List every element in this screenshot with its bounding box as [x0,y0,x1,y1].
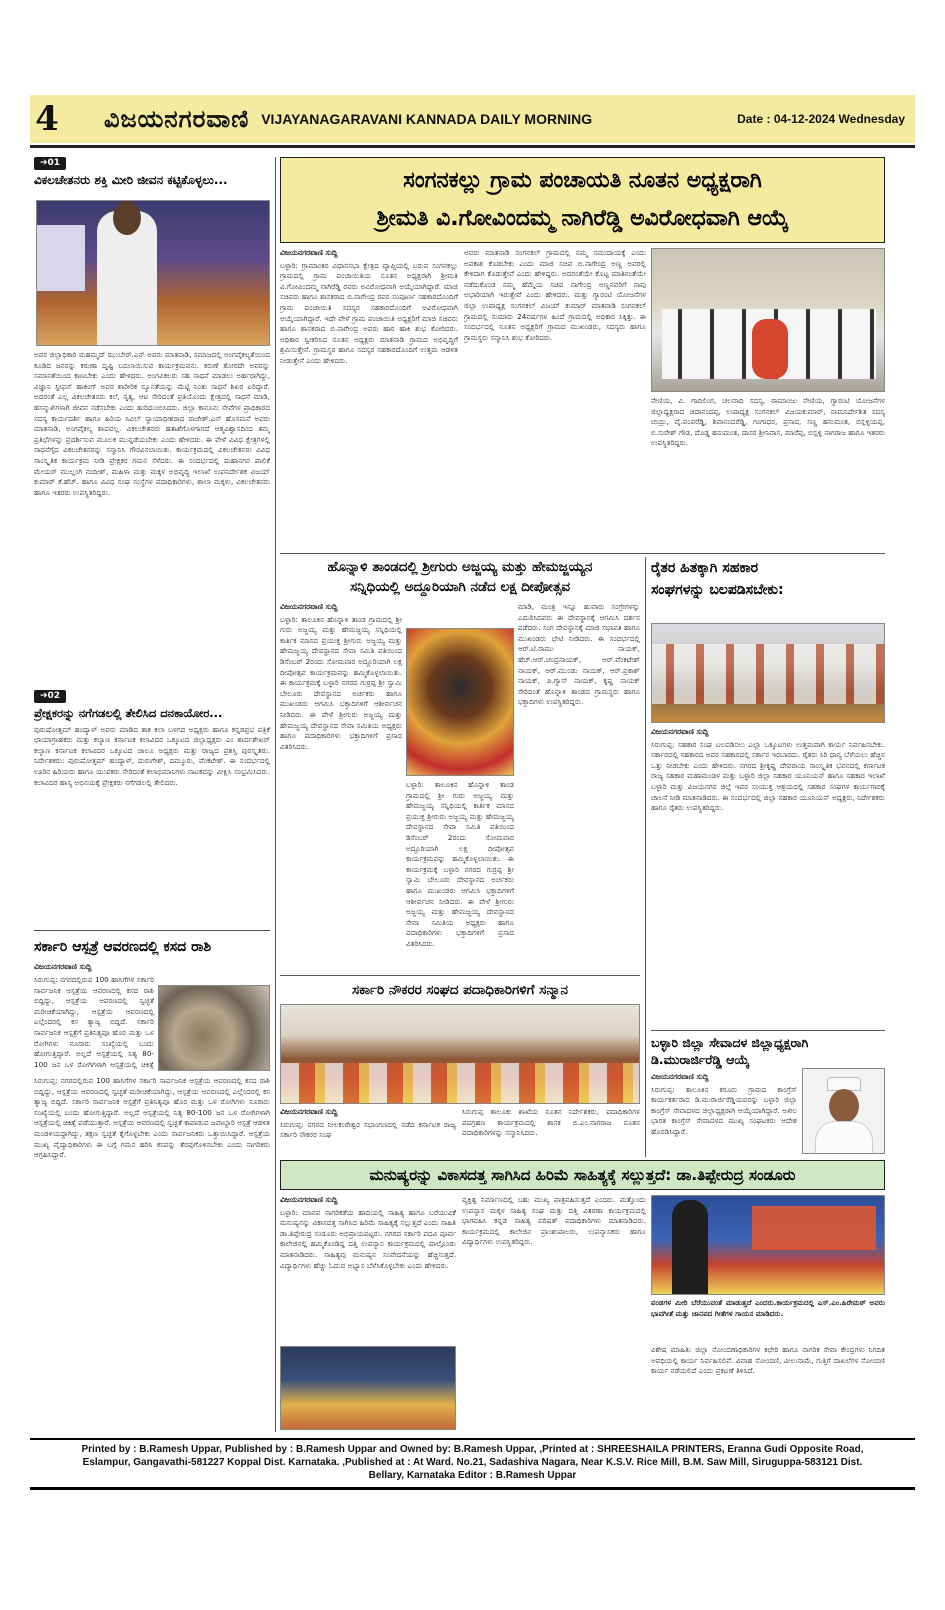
cooperative-headline: ರೈತರ ಹಿತಕ್ಕಾಗಿ ಸಹಕಾರ ಸಂಘಗಳನ್ನು ಬಲಪಡಿಸಬೇಕು: [651,560,784,598]
lead-photo-caption: ನೇಣಿಯ, ವಿ. ಗಾದಿಲಿಂಗ, ಚಲವಾದಿ ಸದಸ್ಯ, ರಾಮಾಂಜು ನೇಣಿಯ, ಗ್ಯಾರಂಟಿ ಯೋಜನೆಗಳ ಜಿಲ್ಲಾಧ್ಯಕ್ಷರಾದ ಚಿದಾನಂದಪ್ಪ, ಉಪಾಧ್ಯಕ್ಷ ಸಂಗನಕಲ್ ವಿಜಯಕುಮಾರ್, ನಾಮನಿರ್ದೇಶಿತ ಸದಸ್ಯ ಚಂದ್ರು, ವೈ.ಪಂಪರೆಡ್ಡಿ, ಶಿವಾನಂದರೆಡ್ಡಿ, ಗಂಗಾಧರ, ಪ್ರಸಾದ, ಸಣ್ಣ ಹನುಮಂತ, ಬಿಸ್ಲಳ್ಳಿಯಪ್ಪ, ಬಿ.ಸುರೇಶ್ ಗೌಡ, ದೊಡ್ಡ ಹನುಮಂತ, ದಾಸರ ಶ್ರೀನಿವಾಸ, ಮಾರೆಪ್ಪ, ಬಿಸ್ಲಳ್ಳಿ ನಾಗರಾಜ ಹಾಗೂ ಇತರರು ಉಪಸ್ಥಿತರಿದ್ದರು. [651,396,885,448]
photo-deity-decorated [406,628,514,776]
story-kicker: ➔02 [34,690,66,703]
photo-group-felicitation [280,1004,640,1104]
divider [280,553,885,554]
lamp-col-1: ವಿಜಯನಗರವಾಣಿ ಸುದ್ದಿ ಬಳ್ಳಾರಿ: ತಾಲೂಕಿನ ಹೊನ್ನಾಳಿ ತಾಂಡ ಗ್ರಾಮದಲ್ಲಿ ಶ್ರೀ ಗುರು ಅಜ್ಜಯ್ಯ ಮತ್ತು ಹೇಮಜ್ಜಯ್ಯ ಸನ್ನಿಧಿಯಲ್ಲಿ ಕಾರ್ತಿಕ ಮಾಸದ ಪ್ರಯುಕ್ತ ಶ್ರೀಗುರು ಅಜ್ಜಯ್ಯ ಮತ್ತು ಹೇಮಜ್ಜಯ್ಯ ದೇವಸ್ಥಾನದ ಸೇವಾ ಸಮಿತಿ ವತಿಯಿಂದ ಡಿಸೆಂಬರ್ 2ರಂದು ಸೋಮವಾರ ಅದ್ದೂರಿಯಾಗಿ ಲಕ್ಷ ದೀಪೋತ್ಸವ ಕಾರ್ಯಕ್ರಮವನ್ನು ಹಮ್ಮಿಕೊಳ್ಳಲಾಯಿತು. ಈ ಕಾರ್ಯಕ್ರಮಕ್ಕೆ ಬಳ್ಳಾರಿ ನಗರದ ಗುರ್ರಪ್ಪ ಶ್ರೀ ಸ್ವಾಮಿ ಬೇಲೂರು ದೇವಸ್ಥಾನದ ಅರ್ಚಕರು ಹಾಗೂ ಮುಖಂಡರು ಆಗಮಿಸಿ ಭಕ್ತಾದಿಗಳಿಗೆ ಆಶೀರ್ವಚನ ನೀಡಿದರು. ಈ ವೇಳೆ ಶ್ರೀಗುರು ಅಜ್ಜಯ್ಯ ಮತ್ತು ಹೇಮಜ್ಜಯ್ಯ ದೇವಸ್ಥಾನದ ಸೇವಾ ಸಮಿತಿಯ ಅಧ್ಯಕ್ಷರು ಹಾಗೂ ಪದಾಧಿಕಾರಿಗಳು ಭಕ್ತಾದಿಗಳಿಗೆ ಪ್ರಸಾದ ವಿತರಿಸಿದರು. [280,602,402,751]
divider [280,975,640,976]
byline: ವಿಜಯನಗರವಾಣಿ ಸುದ್ದಿ [280,1195,338,1204]
story-body: ಪುರುಷೋತ್ತಮ್ ಹಂದ್ಯಾಳ್ ಅವರು ಮಾಡಿದ ತಾಕ ಕಲಾ ಬಳಗದ ಅಧ್ಯಕ್ಷರು ಹಾಗೂ ಕನ್ನಡಪ್ರಭ ಪತ್ರಿಕೆ ಛಾಯಾಗ್ರಾಹಕರು ಮತ್ತು ಕಲ್ಯಾಣ ಕರ್ನಾಟಕ ಕಲಾವಿದರ ಒಕ್ಕೂಟದ ಜಿಲ್ಲಾಧ್ಯಕ್ಷರು ಎಂ ಶಾರ್ದಶೇಖರ್ ಕಲ್ಯಾಣ ಕರ್ನಾಟಕ ಕಲಾವಿದರ ಒಕ್ಕೂಟದ ಜಾಲೂ ಅಧ್ಯಕ್ಷರು ಮತ್ತು ರಾಜ್ಯದ ಪ್ರಶಸ್ತಿ ಪುರಸ್ಕೃತರು. ನಿರ್ದೇಶಕರು: ಪುರುಷೋತ್ತಮ್ ಹಂದ್ಯಾಳ್, ದುರುಗೇಶ್, ದಮ್ಮೂರು, ವೆಂಕಟೇಶ್. ಈ ಸಂದರ್ಭದಲ್ಲಿ ಊರಿನ ಹಿರಿಯರು ಹಾಗೂ ಯುವಕರು ಸೇರಿದಂತೆ ಕಲಾಭಿಮಾನಿಗಳು ನಾಟಕವನ್ನು ವೀಕ್ಷಿಸಿ ಸಂಭ್ರಮಿಸಿದರು. ಕಲಾವಿದರ ಹಾಸ್ಯ ಅಭಿನಯಕ್ಕೆ ಪ್ರೇಕ್ಷಕರು ನಗೆಗಡಲಲ್ಲಿ ತೇಲಿದರು. [34,724,270,787]
imprint-footer [30,1438,915,1490]
story-body-top: ಸಿರುಗುಪ್ಪ: ನಗರದಲ್ಲಿರುವ 100 ಹಾಸಿಗೆಗಳ ಸರ್ಕಾರಿ ಸಾರ್ವಜನಿಕ ಆಸ್ಪತ್ರೆಯ ಆವರಣದಲ್ಲಿ ಕಸದ ರಾಶಿ ಬಿದ್ದಿದ್ದು, ಆಸ್ಪತ್ರೆಯ ಆವರಣದಲ್ಲಿ ಸ್ವಚ್ಛತೆ ಮರೀಚಿಕೆಯಾಗಿದ್ದು, ಆಸ್ಪತ್ರೆಯ ಆವರಣದಲ್ಲಿ ಎಲ್ಲೆಂದರಲ್ಲಿ ಕಸ ತ್ಯಾಜ್ಯ ಬಿದ್ದಿದೆ. ಸರ್ಕಾರಿ ಸಾರ್ವಜನಿಕ ಆಸ್ಪತ್ರೆಗೆ ಪ್ರತಿನಿತ್ಯವೂ ಹೊರ ಮತ್ತು ಒಳ ರೋಗಿಗಳು ನೂರಾರು ಸಂಖ್ಯೆಯಲ್ಲಿ ಬಂದು ಹೋಗುತ್ತಿದ್ದಾರೆ. ಅಲ್ಲದೆ ಆಸ್ಪತ್ರೆಯಲ್ಲಿ ನಿತ್ಯ 80-100 ಜನ ಒಳ ರೋಗಿಗಳಾಗಿ ಆಸ್ಪತ್ರೆಯಲ್ಲಿ ಚಿಕಿತ್ಸೆ [34,975,154,1069]
byline: ವಿಜಯನಗರವಾಣಿ ಸುದ್ದಿ [651,727,709,736]
byline: ವಿಜಯನಗರವಾಣಿ ಸುದ್ದಿ [651,1072,709,1081]
photo-literature-speaker [651,1195,885,1295]
literature-photo-caption: ಪಂಡಗಳ ಮೀರಿ ಬೆರೆಯುವಂತೆ ಮಾಡುತ್ತದೆ ಎಂದರು.ಕಾರ್ಯಕ್ರಮದಲ್ಲಿ ಎಸ್.ಎಂ.ಹಿರೇಮಠ್ ಅವರು ಭಾವಗೀತೆ ಮತ್ತು ಜಾನಪದ ಗೀತೆಗಳ ಗಾಯನ ಮಾಡಿದರು. [651,1298,885,1318]
divider [651,1030,885,1031]
story-comedy-drama [34,690,270,925]
lead-headline-line-1: ಸಂಗನಕಲ್ಲು ಗ್ರಾಮ ಪಂಚಾಯತಿ ನೂತನ ಅಧ್ಯಕ್ಷರಾಗಿ [403,168,762,193]
lamp-col-mid: ಬಳ್ಳಾರಿ: ತಾಲೂಕಿನ ಹೊನ್ನಾಳಿ ತಾಂಡ ಗ್ರಾಮದಲ್ಲಿ ಶ್ರೀ ಗುರು ಅಜ್ಜಯ್ಯ ಮತ್ತು ಹೇಮಜ್ಜಯ್ಯ ಸನ್ನಿಧಿಯಲ್ಲಿ ಕಾರ್ತಿಕ ಮಾಸದ ಪ್ರಯುಕ್ತ ಶ್ರೀಗುರು ಅಜ್ಜಯ್ಯ ಮತ್ತು ಹೇಮಜ್ಜಯ್ಯ ದೇವಸ್ಥಾನದ ಸೇವಾ ಸಮಿತಿ ವತಿಯಿಂದ ಡಿಸೆಂಬರ್ 2ರಂದು ಸೋಮವಾರ ಅದ್ದೂರಿಯಾಗಿ ಲಕ್ಷ ದೀಪೋತ್ಸವ ಕಾರ್ಯಕ್ರಮವನ್ನು ಹಮ್ಮಿಕೊಳ್ಳಲಾಯಿತು. ಈ ಕಾರ್ಯಕ್ರಮಕ್ಕೆ ಬಳ್ಳಾರಿ ನಗರದ ಗುರ್ರಪ್ಪ ಶ್ರೀ ಸ್ವಾಮಿ ಬೇಲೂರು ದೇವಸ್ಥಾನದ ಅರ್ಚಕರು ಹಾಗೂ ಮುಖಂಡರು ಆಗಮಿಸಿ ಭಕ್ತಾದಿಗಳಿಗೆ ಆಶೀರ್ವಚನ ನೀಡಿದರು. ಈ ವೇಳೆ ಶ್ರೀಗುರು ಅಜ್ಜಯ್ಯ ಮತ್ತು ಹೇಮಜ್ಜಯ್ಯ ದೇವಸ್ಥಾನದ ಸೇವಾ ಸಮಿತಿಯ ಅಧ್ಯಕ್ಷರು ಹಾಗೂ ಪದಾಧಿಕಾರಿಗಳು ಭಕ್ತಾದಿಗಳಿಗೆ ಪ್ರಸಾದ ವಿತರಿಸಿದರು. [406,780,514,948]
cooperative-body: ವಿಜಯನಗರವಾಣಿ ಸುದ್ದಿ ಸಿರುಗುಪ್ಪ: ಸಹಕಾರ ಸಂಘ ಬಲಪಡಿಸಲು ಎಲ್ಲಾ ಒಕ್ಕೂಟಗಳು ಉತ್ತಮವಾಗಿ ಕಾರ್ಯ ನಿರ್ವಹಿಸಬೇಕು. ಸರ್ಕಾರದಲ್ಲಿ ಸಹಕಾರದ ಅವರ ಸಹಕಾರದಲ್ಲಿ ಸರ್ಕಾರ ಇರಬಾರದು. ರೈತರು ಸಿರಿ ಧಾನ್ಯ ಬೆಳೆಯಲು ಹೆಚ್ಚಿನ ಒತ್ತು ನೀಡಬೇಕು ಎಂದು ಹೇಳಿದರು. ನಗರದ ಶ್ರೀಕೃಷ್ಣ ದೇವರಾಯ ಸಾಂಸ್ಕೃತಿಕ ಭವನದಲ್ಲಿ ಕರ್ನಾಟಕ ರಾಜ್ಯ ಸಹಕಾರ ಮಹಾಮಂಡಳ ಮತ್ತು ಬಳ್ಳಾರಿ ಜಿಲ್ಲಾ ಸಹಕಾರ ಯೂನಿಯನ್ ಹಾಗೂ ಸಹಕಾರ ಇಲಾಖೆ ಬಳ್ಳಾರಿ ಮತ್ತು ವಿಜಯನಗರ ಜಿಲ್ಲೆ ಇವರ ಸಂಯುಕ್ತ ಆಶ್ರಯದಲ್ಲಿ ಸಹಕಾರ ಸಂಘಗಳ ಕಾರ್ಯಗಾರಕ್ಕೆ ಚಾಲನೆ ನೀಡಿ ಮಾತನಾಡಿದರು. ಈ ಸಂದರ್ಭದಲ್ಲಿ ಜಿಲ್ಲಾ ಸಹಕಾರ ಯೂನಿಯನ್ ಅಧ್ಯಕ್ಷರು, ನಿರ್ದೇಶಕರು ಹಾಗೂ ರೈತರು ಉಪಸ್ಥಿತರಿದ್ದರು. [651,727,885,813]
photo-portrait-murarji-reddy [802,1068,885,1154]
story-body: ಸಿರುಗುಪ್ಪ: ನಗರದಲ್ಲಿರುವ 100 ಹಾಸಿಗೆಗಳ ಸರ್ಕಾರಿ ಸಾರ್ವಜನಿಕ ಆಸ್ಪತ್ರೆಯ ಆವರಣದಲ್ಲಿ ಕಸದ ರಾಶಿ ಬಿದ್ದಿದ್ದು, ಆಸ್ಪತ್ರೆಯ ಆವರಣದಲ್ಲಿ ಸ್ವಚ್ಛತೆ ಮರೀಚಿಕೆಯಾಗಿದ್ದು, ಆಸ್ಪತ್ರೆಯ ಆವರಣದಲ್ಲಿ ಎಲ್ಲೆಂದರಲ್ಲಿ ಕಸ ತ್ಯಾಜ್ಯ ಬಿದ್ದಿದೆ. ಸರ್ಕಾರಿ ಸಾರ್ವಜನಿಕ ಆಸ್ಪತ್ರೆಗೆ ಪ್ರತಿನಿತ್ಯವೂ ಹೊರ ಮತ್ತು ಒಳ ರೋಗಿಗಳು ನೂರಾರು ಸಂಖ್ಯೆಯಲ್ಲಿ ಬಂದು ಹೋಗುತ್ತಿದ್ದಾರೆ. ಅಲ್ಲದೆ ಆಸ್ಪತ್ರೆಯಲ್ಲಿ ನಿತ್ಯ 80-100 ಜನ ಒಳ ರೋಗಿಗಳಾಗಿ ಆಸ್ಪತ್ರೆಯಲ್ಲಿ ಚಿಕಿತ್ಸೆ ಪಡೆಯುತ್ತಾರೆ. ಆಸ್ಪತ್ರೆಯ ಆವರಣದಲ್ಲಿ ಸ್ವಚ್ಛತೆ ಕಾಪಾಡುವ ಜವಾಬ್ದಾರಿ ಆಸ್ಪತ್ರೆ ಆಡಳಿತ ಮಂಡಳಿಯದ್ದಾಗಿದ್ದು, ತಕ್ಷಣ ಸ್ವಚ್ಛತೆ ಕೈಗೊಳ್ಳಬೇಕು ಎಂದು ಸಾರ್ವಜನಿಕರು ಒತ್ತಾಯಿಸಿದ್ದಾರೆ. ಆಸ್ಪತ್ರೆಯ ಮುಖ್ಯ ವೈದ್ಯಾಧಿಕಾರಿಗಳು ಈ ಬಗ್ಗೆ ಗಮನ ಹರಿಸಿ ಕಸವನ್ನು ತೆರವುಗೊಳಿಸಬೇಕು ಎಂದು ನಾಗರಿಕರು ಆಗ್ರಹಿಸಿದ್ದಾರೆ. [34,1076,270,1160]
lamp-festival-headline: ಹೊನ್ನಾಳಿ ತಾಂಡದಲ್ಲಿ ಶ್ರೀಗುರು ಅಜ್ಜಯ್ಯ ಮತ್ತು ಹೇಮಜ್ಜಯ್ಯನ ಸನ್ನಿಧಿಯಲ್ಲಿ ಅದ್ದೂರಿಯಾಗಿ ನಡೆದ ಲಕ್ಷ ದೀಪೋತ್ಸವ [327,559,593,595]
lamp-col-2: ಮಾಡಿ, ಮಂತ್ರ ಇನ್ನೂ ಹುವಾರು ಸಂಗ್ರೇಗಳನ್ನು ಎದುರಿಸಿದವರು ಈ ದೇವಸ್ಥಾನಕ್ಕೆ ಆಗಮಿಸಿ ದರ್ಶನ ಪಡೆದರು. ಸಂಗ ದೇವಸ್ಥಾನಕ್ಕೆ ಮಾಜಿ ಸಭಾಪತಿ ಹಾಗೂ ಮುಖಂಡರು ಭೇಟಿ ನೀಡಿದರು. ಈ ಸಂದರ್ಭದಲ್ಲಿ ಆರ್.ಟಿ.ರಾಮು ನಾಯಕ್, ಹೆಚ್.ಆರ್.ಚಂದ್ರನಾಯಕ್, ಆರ್.ವೆಂಕಟೇಶ್ ನಾಯಕ್, ಆರ್.ಮುಂಡು ನಾಯಕ್, ಆರ್.ಪ್ರಕಾಶ್ ನಾಯಕ್, ಪಿ.ಗ್ಯಾಸ್ ನಾಯಕ್, ಕೃಷ್ಣ ನಾಯಕ್ ಸೇರಿದಂತೆ ಹೊನ್ನಾಳಿ ತಾಂಡದ ಗ್ರಾಮಸ್ಥರು ಹಾಗೂ ಭಕ್ತಾದಿಗಳು ಉಪಸ್ಥಿತರಿದ್ದರು. [518,602,640,707]
photo-panchayat-president-garlanded [651,248,885,392]
paper-name-english: VIJAYANAGARAVANI KANNADA DAILY MORNING [261,111,593,127]
byline: ವಿಜಯನಗರವಾಣಿ ಸುದ್ದಿ [34,962,92,971]
story-disabled-day [34,157,270,192]
imprint-line-3: Bellary, Karnataka Editor : B.Ramesh Uppar [368,1470,577,1481]
literature-col-1: ವಿಜಯನಗರವಾಣಿ ಸುದ್ದಿ ಬಳ್ಳಾರಿ: ಮಾನವ ನಾಗರಿಕತೆಯ ಹಾದಿಯಲ್ಲಿ ಸಾಹಿತ್ಯ ಹಾಗೂ ಬರೆಯುವಿಕೆ ಮನುಷ್ಯನನ್ನು ವಿಕಾಸದತ್ತ ಸಾಗಿಸಿದ ಹಿರಿಮೆ ಸಾಹಿತ್ಯಕ್ಕೆ ಸಲ್ಲುತ್ತದೆ ಎಂದು ಸಾಹಿತಿ ಡಾ.ತಿಪ್ಪೇರುದ್ರ ಸಂಡೂರು ಅಭಿಪ್ರಾಯಪಟ್ಟರು. ನಗರದ ಸರ್ಕಾರಿ ಪದವಿ ಪೂರ್ವ ಕಾಲೇಜಿನಲ್ಲಿ ಹಮ್ಮಿಕೊಂಡಿದ್ದ ದತ್ತಿ ಉಪನ್ಯಾಸ ಕಾರ್ಯಕ್ರಮದಲ್ಲಿ ಪಾಲ್ಗೊಂಡು ಮಾತನಾಡಿದರು. ಸಾಹಿತ್ಯವು ಮನುಷ್ಯನ ಸಂವೇದನೆಯನ್ನು ಹೆಚ್ಚಿಸುತ್ತದೆ. ವಿದ್ಯಾರ್ಥಿಗಳು ಹೆಚ್ಚು ಓದುವ ಅಭ್ಯಾಸ ಬೆಳೆಸಿಕೊಳ್ಳಬೇಕು ಎಂದು ಹೇಳಿದರು. [280,1195,456,1270]
felicitation-col-2: ಸಿರುಗುಪ್ಪ ತಾಲೂಕು ಶಾಖೆಯ ನೂತನ ನಿರ್ದೇಶಕರು, ಪದಾಧಿಕಾರಿಗಳ ಪದಗ್ರಹಣ ಕಾರ್ಯಕ್ರಮದಲ್ಲಿ ಶಾಸಕ ಬಿ.ಎಂ.ನಾಗರಾಜ ನೂತನ ಪದಾಧಿಕಾರಿಗಳನ್ನು ಸನ್ಮಾನಿಸಿದರು. [462,1107,640,1138]
literature-col-2: ವ್ಯಕ್ತಿತ್ವ ನಿರ್ಮಾಣದಲ್ಲಿ ಬಹು ಮುಖ್ಯ ಪಾತ್ರವಹಿಸುತ್ತದೆ ಎಂದರು. ಮತ್ತೊಂದು ಉಪನ್ಯಾಸ ಮಕ್ಕಳ ಸಾಹಿತ್ಯ ಸಂಘ ಮತ್ತು ದತ್ತಿ ವಿತರಣಾ ಕಾರ್ಯಕ್ರಮದಲ್ಲಿ ಭಾಗವಹಿಸಿ ಕನ್ನಡ ಸಾಹಿತ್ಯ ಪರಿಷತ್ ಪದಾಧಿಕಾರಿಗಳು ಮಾತನಾಡಿದರು. ಕಾರ್ಯಕ್ರಮದಲ್ಲಿ ಕಾಲೇಜಿನ ಪ್ರಾಂಶುಪಾಲರು, ಉಪನ್ಯಾಸಕರು ಹಾಗೂ ವಿದ್ಯಾರ್ಥಿಗಳು ಉಪಸ್ಥಿತರಿದ್ದರು. [462,1195,646,1247]
divider [34,930,270,931]
byline: ವಿಜಯನಗರವಾಣಿ ಸುದ್ದಿ [280,1107,338,1116]
lead-col-1: ವಿಜಯನಗರವಾಣಿ ಸುದ್ದಿ ಬಳ್ಳಾರಿ: ಗ್ರಾಮಾಂತರ ವಿಧಾನಸಭಾ ಕ್ಷೇತ್ರದ ವ್ಯಾಪ್ತಿಯಲ್ಲಿ ಬರುವ ಸಂಗನಕಲ್ಲು ಗ್ರಾಮದಲ್ಲಿ ಗ್ರಾಮ ಪಂಚಾಯಿತಿಯ ನೂತನ ಅಧ್ಯಕ್ಷರಾಗಿ ಶ್ರೀಮತಿ ವಿ.ಗೋವಿಂದಮ್ಮ ನಾಗಿರೆಡ್ಡಿ ರವರು ಅವಿರೋಧವಾಗಿ ಆಯ್ಕೆಯಾಗಿದ್ದಾರೆ. ಮಾಜಿ ಸಚಿವರು ಹಾಗೂ ಶಾಸಕರಾದ ಬಿ.ನಾಗೇಂದ್ರ ರವರ ಸಂಪೂರ್ಣ ಸಹಕಾರದೊಂದಿಗೆ ಗ್ರಾಮ ಪಂಚಾಯಿತಿ ಸದಸ್ಯರ ಸಹಕಾರದೊಂದಿಗೆ ಅವಿರೋಧವಾಗಿ ಆಯ್ಕೆಯಾಗಿದ್ದಾರೆ. ಇದೇ ವೇಳೆ ಗ್ರಾಮ ಪಂಚಾಯಿತಿ ಅಧ್ಯಕ್ಷರಿಗೆ ಮಾಜಿ ಸಚಿವರು ಹಾಗೂ ಶಾಸಕರಾದ ಬಿ.ನಾಗೇಂದ್ರ ಅವರು ಹಾರ ಹಾಕಿ ಶುಭ ಕೋರಿದರು. ಅಧಿಕಾರ ಸ್ವೀಕರಿಸಿದ ನೂತನ ಅಧ್ಯಕ್ಷರು ಮಾತನಾಡಿ ಗ್ರಾಮದ ಅಭಿವೃದ್ಧಿಗೆ ಶ್ರಮಿಸುತ್ತೇನೆ. ಗ್ರಾಮಸ್ಥರ ಹಾಗೂ ಸದಸ್ಯರ ಸಹಕಾರದೊಂದಿಗೆ ಉತ್ತಮ ಆಡಳಿತ ನೀಡುತ್ತೇನೆ ಎಂದು ಹೇಳಿದರು. [280,248,458,365]
felicitation-col-1: ವಿಜಯನಗರವಾಣಿ ಸುದ್ದಿ ಸಿರುಗುಪ್ಪ: ನಗರದ ನೀಲಕಂಠೇಶ್ವರ ಸಭಾಂಗಣದಲ್ಲಿ ನಡೆದ ಕರ್ನಾಟಕ ರಾಜ್ಯ ಸರ್ಕಾರಿ ನೌಕರರ ಸಂಘ [280,1107,456,1140]
felicitation-headline: ಸರ್ಕಾರಿ ನೌಕರರ ಸಂಘದ ಪದಾಧಿಕಾರಿಗಳಿಗೆ ಸನ್ಮಾನ [352,982,568,998]
column-divider [275,157,276,1432]
paper-name-kannada: ವಿಜಯನಗರವಾಣಿ [104,105,250,133]
literature-col-3: ವಿಶೇಷ ಮಾಹಿತಿ: ಜಿಲ್ಲಾ ನೋಂದಣಾಧಿಕಾರಿಗಳ ಕಛೇರಿ ಹಾಗೂ ನಾಗರಿಕ ಸೇವಾ ಕೇಂದ್ರಗಳು ನಿಗದಿತ ಅವಧಿಯಲ್ಲಿ ಕಾರ್ಯ ನಿರ್ವಹಿಸಲಿವೆ. ವಿವಾಹ ನೋಂದಣಿ, ವೀಲುನಾಮೆ, ಗುತ್ತಿಗೆ ದಾಖಲೆಗಳ ನೋಂದಣಿ ಕಾರ್ಯ ನಡೆಯಲಿದೆ ಎಂದು ಪ್ರಕಟಣೆ ತಿಳಿಸಿದೆ. [651,1345,885,1376]
lead-headline-box [280,157,885,243]
photo-garbage-pile [158,985,270,1071]
story-hospital-waste-headline: ಸರ್ಕಾರಿ ಆಸ್ಪತ್ರೆ ಆವರಣದಲ್ಲಿ ಕಸದ ರಾಶಿ [34,939,212,955]
masthead-rule [30,145,915,148]
story-kicker: ➔01 [34,157,66,170]
story-headline: ಪ್ರೇಕ್ಷಕರನ್ನು ನಗೆಗಡಲಲ್ಲಿ ತೇಲಿಸಿದ ದನಕಾಯೋರ... [34,705,223,720]
imprint-line-2: Eslampur, Gangavathi-581227 Koppal Dist. Karnataka. ,Published at : At Ward. No.21, Sadashiva Nagara, Near K.S.V. Rice Mill, B.M. Saw Mill, Siruguppa-583121 Dist. [82,1457,863,1468]
column-divider [645,557,646,1157]
story-headline: ವಿಕಲಚೇತನರು ಶಕ್ತಿ ಮೀರಿ ಜೀವನ ಕಟ್ಟಿಕೊಳ್ಳಲು... [34,172,228,187]
lead-col-2: ಅವರು ಮಾತನಾಡಿ ಸಂಗನಕಲ್ ಗ್ರಾಮದಲ್ಲಿ ನಮ್ಮ ಸಮುದಾಯಕ್ಕೆ ಎಂದು ಅವಕಾಶ ಕೊಡಬೇಕು ಎಂದು ಮಾಜಿ ಸಚಿವ ಬಿ.ನಾಗೇಂದ್ರ ಅಣ್ಣ ಅವರಲ್ಲಿ ಕೇಳಿದಾಗ ಕೊಡುತ್ತೇವೆ ಎಂದು ಹೇಳಿದ್ದರು. ಅದರಂತೆಯೇ ಕೊಟ್ಟ ಮಾತಿನಂತೆಯೇ ನಡೆದುಕೊಂಡ ನಮ್ಮ ಹೆಮ್ಮೆಯ ಸಚಿವ ನಾಗೇಂದ್ರ ಅಣ್ಣನವರಿಗೆ ನಾವು ಅಭಾರಿಯಾಗಿ ಇರುತ್ತೇವೆ ಎಂದು ಹೇಳಿದರು. ಮತ್ತು ಗ್ಯಾರಂಟಿ ಯೋಜನೆಗಳ ಜಿಲ್ಲಾ ಉಪಾಧ್ಯಕ್ಷ ಸಂಗನಕಲ್ ವಿಜಯ್ ಕುಮಾರ್ ಮಾತನಾಡಿ ಸಂಗನಕಲ್ ಗ್ರಾಮದಲ್ಲಿ ಸುಮಾರು 24ವರ್ಷಗಳ ಹಿಂದೆ ಗ್ರಾಮದಲ್ಲಿ ಅಧಿಕಾರ ಸಿಕ್ಕಿತ್ತು. ಈ ಸಂದರ್ಭದಲ್ಲಿ ನೂತನ ಅಧ್ಯಕ್ಷರಿಗೆ ಗ್ರಾಮದ ಮುಖಂಡರು, ಸದಸ್ಯರು ಹಾಗೂ ಗ್ರಾಮಸ್ಥರು ಸನ್ಮಾನಿಸಿ ಶುಭ ಕೋರಿದರು. [464,248,646,342]
issue-date: Date : 04-12-2024 Wednesday [737,112,905,126]
masthead [30,95,915,143]
imprint-line-1: Printed by : B.Ramesh Uppar, Published by : B.Ramesh Uppar and Owned by: B.Ramesh Uppar, ,Printed at : SHREESHAILA PRINTERS, Eranna Gudi Opposite Road, [81,1444,864,1455]
literature-headline: ಮನುಷ್ಯರನ್ನು ವಿಕಾಸದತ್ತ ಸಾಗಿಸಿದ ಹಿರಿಮೆ ಸಾಹಿತ್ಯಕ್ಕೆ ಸಲ್ಲುತ್ತದೆ: ಡಾ.ತಿಪ್ಪೇರುದ್ರ ಸಂಡೂರು [280,1160,885,1190]
lead-headline-line-2: ಶ್ರೀಮತಿ ವಿ.ಗೋವಿಂದಮ್ಮ ನಾಗಿರೆಡ್ಡಿ ಅವಿರೋಧವಾಗಿ ಆಯ್ಕೆ [376,206,789,231]
photo-speaker-stage [36,200,270,346]
congress-headline: ಬಳ್ಳಾರಿ ಜಿಲ್ಲಾ ಸೇವಾದಳ ಜಿಲ್ಲಾಧ್ಯಕ್ಷರಾಗಿ ಡಿ.ಮುರಾರ್ಜಿರೆಡ್ಡಿ ಆಯ್ಕೆ [651,1035,809,1067]
story-body: ಅವರ ಜಿಲ್ಲಾಧಿಕಾರಿ ಮಹಮ್ಮದ್ ಝುಬೇರ್.ಎನ್ ಅವರು ಮಾತನಾಡಿ, ಸಮಾಜದಲ್ಲಿ ಅಂಗವೈಕಲ್ಯತೆಯಿಂದ ಕೂಡಿದ ಜನರನ್ನು ಕರುಣಾ ದೃಷ್ಟಿ ಬದಲಾಯಿಸುವ ಕಾರ್ಯಕ್ರಮವನು. ಕರುಣೆ ತೋರದೇ ಅವರನ್ನು ಸಮಾನತೆಯಿಂದ ಕಾಣಬೇಕು ಎಂದು ಹೇಳಿದರು. ಅಂಗವಿಕಲರು ಸಹ ಸಾಧನೆ ಮಾಡಲು ಅರ್ಹರಾಗಿದ್ದು, ವಿಜ್ಞಾನಿ ಸ್ಟೀಫನ್ ಹಾಕಿಂಗ್ ಅವರ ಶಾರೀರಿಕ ನ್ಯೂನತೆಯನ್ನು ಮೆಟ್ಟಿ ನಿಂತು ಸಾಧನೆ ಶಿಖರ ಏರಿದ್ದಾರೆ. ಅದರಂತೆ ಎಲ್ಲ ವಿಕಲಚೇತನರು ಕಲೆ, ನೃತ್ಯ, ಆಟ ಸೇರಿದಂತೆ ಪ್ರತಿಯೊಂದು ಕ್ಷೇತ್ರದಲ್ಲಿ ಸಾಧನೆ ಮಾಡಿ, ಹಸನ್ಮುಖಿಗಳಾಗಿ ಜೀವನ ನಡೆಸಬೇಕು ಎಂದು ಹುರಿದುಂಬಿಸಿದರು. ಜಿಲ್ಲಾ ಕಾನೂನು ಸೇವೆಗಳ ಪ್ರಾಧಿಕಾರದ ಸದಸ್ಯ ಕಾರ್ಯದರ್ಶಿ ಹಾಗೂ ಹಿರಿಯ ಸಿವಿಲ್ ನ್ಯಾಯಾಧೀಶರಾದ ರಾಜೇಶ್.ಎನ್ ಹೊಸಮನೆ ಅವರು ಮಾತನಾಡಿ, ಅಂಗವೈಕಲ್ಯ ಶಾಪವಲ್ಲ. ವಿಕಲಚೇತನರು ಹತಾಶೆಗೊಳಗಾಗದೆ ಆತ್ಮವಿಶ್ವಾಸದಿಂದ ತಮ್ಮ ಪ್ರತಿಭೆಗಳನ್ನು ಪ್ರದರ್ಶಿಸುವ ಮೂಲಕ ಮುನ್ನಡೆಯಬೇಕು ಎಂದು ಹೇಳಿದರು. ಈ ವೇಳೆ ವಿವಿಧ ಕ್ಷೇತ್ರಗಳಲ್ಲಿ ಸಾಧನೆಗೈದ ವಿಕಲಚೇತನರನ್ನು ಸನ್ಮಾನಿಸಿ ಗೌರವಿಸಲಾಯಿತು. ಕಾರ್ಯಕ್ರಮದಲ್ಲಿ ವಿಕಲಚೇತನರು ವಿವಿಧ ಸಾಂಸ್ಕೃತಿಕ ಕಾರ್ಯಕ್ರಮ ನೀಡಿ ಪ್ರೇಕ್ಷಕರ ಗಮನ ಸೆಳೆದರು. ಈ ಸಂದರ್ಭದಲ್ಲಿ ಮಹಾನಗರ ಪಾಲಿಕೆ ಮೇಯರ್ ಮುಲ್ಲಂಗಿ ನಂದೀಶ್, ಮಹಿಳಾ ಮತ್ತು ಮಕ್ಕಳ ಅಭಿವೃದ್ಧಿ ಇಲಾಖೆ ಉಪನಿರ್ದೇಶಕ ವಿಜಯ್ ಕುಮಾರ್ ಕೆ.ಹೆಚ್. ಹಾಗೂ ವಿವಿಧ ಸಂಘ ಸಂಸ್ಥೆಗಳ ಪದಾಧಿಕಾರಿಗಳು, ಶಾಲಾ ಮಕ್ಕಳು, ವಿಕಲಚೇತನರು ಹಾಗೂ ಇತರರು ಉಪಸ್ಥಿತರಿದ್ದರು. [34,350,270,497]
photo-literature-audience [280,1346,456,1430]
byline: ವಿಜಯನಗರವಾಣಿ ಸುದ್ದಿ [280,602,338,611]
photo-cooperative-stage [651,623,885,723]
page-number: 4 [30,95,64,143]
congress-body: ವಿಜಯನಗರವಾಣಿ ಸುದ್ದಿ ಸಿರುಗುಪ್ಪ: ತಾಲೂಕಿನ ಕರೂರು ಗ್ರಾಮದ ಕಾಂಗ್ರೆಸ್ ಕಾರ್ಯಕರ್ತರಾದ ಡಿ.ಮುರಾರ್ಜಿರೆಡ್ಡಿಯವರನ್ನು ಬಳ್ಳಾರಿ ಜಿಲ್ಲಾ ಕಾಂಗ್ರೆಸ್ ಸೇವಾದಳದ ಜಿಲ್ಲಾಧ್ಯಕ್ಷರಾಗಿ ಆಯ್ಕೆಯಾಗಿದ್ದಾರೆ. ಅಖಿಲ ಭಾರತ ಕಾಂಗ್ರೆಸ್ ಸೇವಾದಳದ ಮುಖ್ಯ ಸಂಘಟಕರು ಆದೇಶ ಹೊರಡಿಸಿದ್ದಾರೆ. [651,1072,797,1136]
byline: ವಿಜಯನಗರವಾಣಿ ಸುದ್ದಿ [280,248,338,257]
